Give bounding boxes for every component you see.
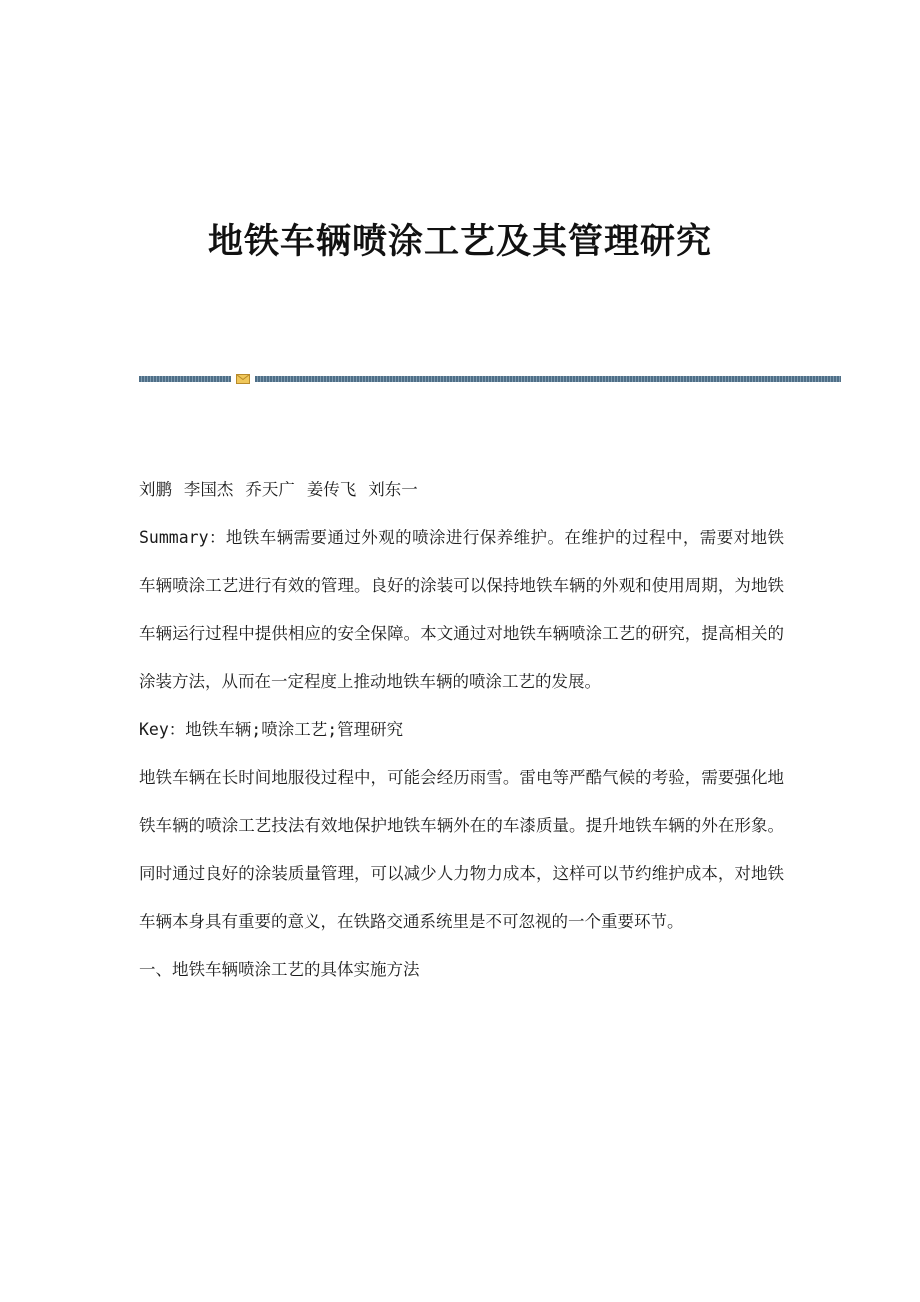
envelope-icon: [236, 374, 250, 384]
title-divider: [139, 374, 841, 384]
divider-bar-right: [255, 376, 841, 382]
document-title: 地铁车辆喷涂工艺及其管理研究: [207, 221, 712, 262]
section-heading: 一、地铁车辆喷涂工艺的具体实施方法: [139, 960, 420, 979]
summary-paragraph: Summary：地铁车辆需要通过外观的喷涂进行保养维护。在维护的过程中，需要对地铁车辆喷涂工艺进行有效的管理。良好的涂装可以保持地铁车辆的外观和使用周期，为地铁车辆运行过程中提供相应的安全保障。本文通过对地铁车辆喷涂工艺的研究，提高相关的涂装方法，从而在一定程度上推动地铁车辆的喷涂工艺的发展。: [139, 528, 784, 691]
author-list: 刘鹏 李国杰 乔天广 姜传飞 刘东一: [139, 480, 418, 499]
divider-bar-left: [139, 376, 231, 382]
document-body: [139, 466, 784, 994]
body-paragraph: 地铁车辆在长时间地服役过程中，可能会经历雨雪。雷电等严酷气候的考验，需要强化地铁车辆的喷涂工艺技法有效地保护地铁车辆外在的车漆质量。提升地铁车辆的外在形象。同时通过良好的涂装质量管理，可以减少人力物力成本，这样可以节约维护成本，对地铁车辆本身具有重要的意义，在铁路交通系统里是不可忽视的一个重要环节。: [139, 768, 784, 931]
keywords-line: Key：地铁车辆;喷涂工艺;管理研究: [139, 720, 404, 739]
